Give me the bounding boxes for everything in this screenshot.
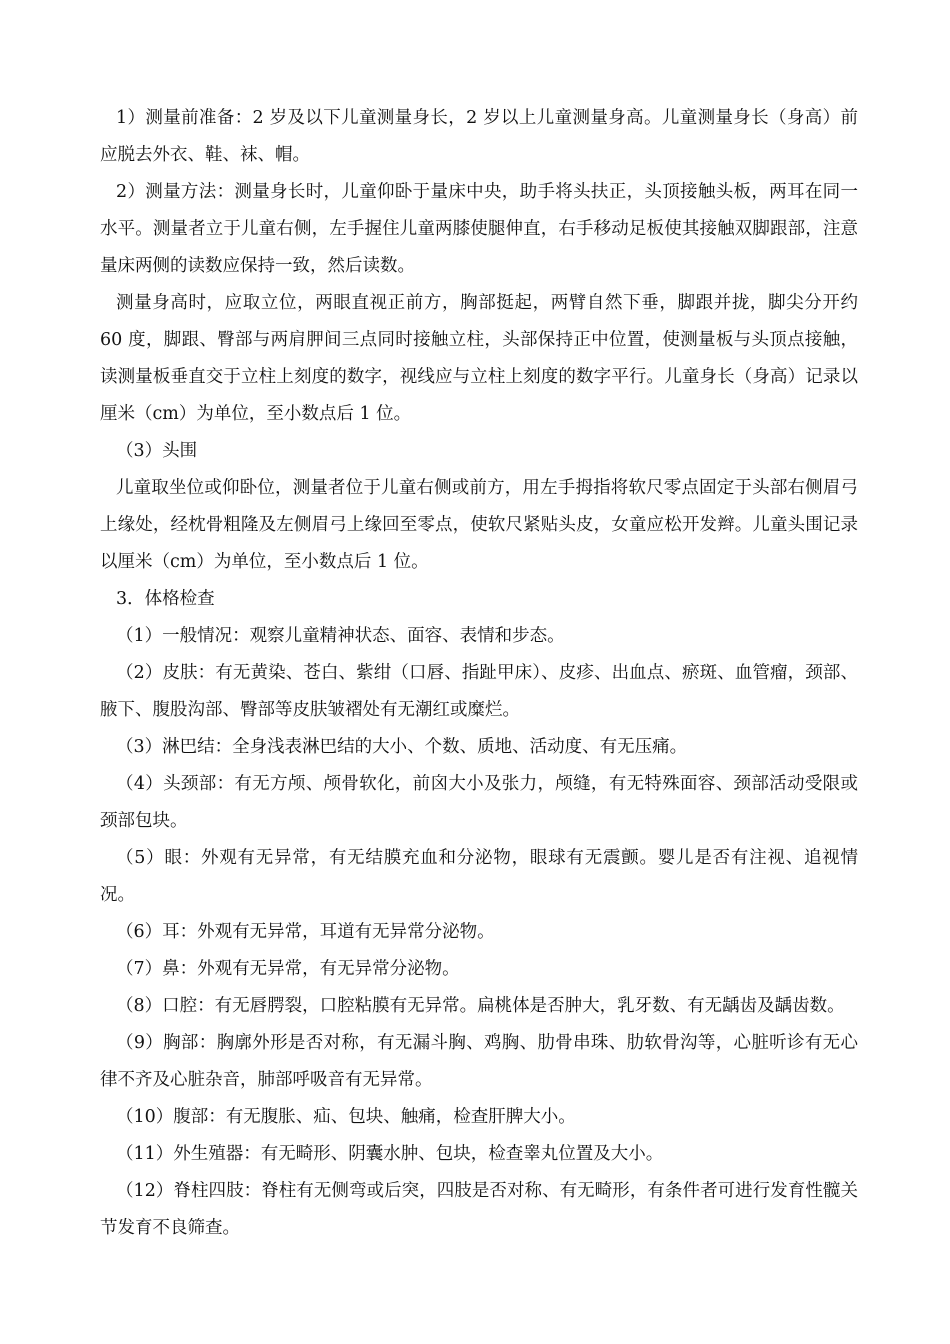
paragraph-measure-prep: 1）测量前准备：2 岁及以下儿童测量身长，2 岁以上儿童测量身高。儿童测量身长（身高）前应脱去外衣、鞋、袜、帽。 <box>100 108 858 165</box>
paragraph-head-circumference: 儿童取坐位或仰卧位，测量者位于儿童右侧或前方，用左手拇指将软尺零点固定于头部右侧眉弓上缘处，经枕骨粗隆及左侧眉弓上缘回至零点，使软尺紧贴头皮，女童应松开发辫。儿童头围记录以厘米（cm）为单位，至小数点后 1 位。 <box>100 478 858 572</box>
exam-item-nose: （7）鼻：外观有无异常，有无异常分泌物。 <box>116 959 460 979</box>
exam-item-ears: （6）耳：外观有无异常，耳道有无异常分泌物。 <box>116 922 495 942</box>
exam-item-chest: （9）胸部：胸廓外形是否对称，有无漏斗胸、鸡胸、肋骨串珠、肋软骨沟等，心脏听诊有无心律不齐及心脏杂音，肺部呼吸音有无异常。 <box>100 1033 858 1090</box>
heading-physical-exam: 3．体格检查 <box>116 589 215 609</box>
exam-item-mouth: （8）口腔：有无唇腭裂，口腔粘膜有无异常。扁桃体是否肿大，乳牙数、有无龋齿及龋齿数。 <box>116 996 845 1016</box>
paragraph-measure-method: 2）测量方法：测量身长时，儿童仰卧于量床中央，助手将头扶正，头顶接触头板，两耳在同一水平。测量者立于儿童右侧，左手握住儿童两膝使腿伸直，右手移动足板使其接触双脚跟部，注意量床两侧的读数应保持一致，然后读数。 <box>100 182 858 276</box>
exam-item-abdomen: （10）腹部：有无腹胀、疝、包块、触痛，检查肝脾大小。 <box>116 1107 576 1127</box>
exam-item-skin: （2）皮肤：有无黄染、苍白、紫绀（口唇、指趾甲床）、皮疹、出血点、瘀斑、血管瘤，颈部、腋下、腹股沟部、臀部等皮肤皱褶处有无潮红或糜烂。 <box>100 663 858 720</box>
exam-item-general: （1）一般情况：观察儿童精神状态、面容、表情和步态。 <box>116 626 565 646</box>
exam-item-genitals: （11）外生殖器：有无畸形、阴囊水肿、包块，检查睾丸位置及大小。 <box>116 1144 664 1164</box>
paragraph-height-measure: 测量身高时，应取立位，两眼直视正前方，胸部挺起，两臂自然下垂，脚跟并拢，脚尖分开约 60 度，脚跟、臀部与两肩胛间三点同时接触立柱，头部保持正中位置，使测量板与头顶点接触，读测量板垂直交于立柱上刻度的数字，视线应与立柱上刻度的数字平行。儿童身长（身高）记录以厘米（cm）为单位，至小数点后 1 位。 <box>100 293 858 424</box>
exam-item-spine-limbs: （12）脊柱四肢：脊柱有无侧弯或后突，四肢是否对称、有无畸形，有条件者可进行发育性髋关节发育不良筛查。 <box>100 1181 858 1238</box>
exam-item-head-neck: （4）头颈部：有无方颅、颅骨软化，前囟大小及张力，颅缝，有无特殊面容、颈部活动受限或颈部包块。 <box>100 774 858 831</box>
exam-item-eyes: （5）眼：外观有无异常，有无结膜充血和分泌物，眼球有无震颤。婴儿是否有注视、追视情况。 <box>100 848 858 905</box>
document-page <box>100 100 858 1247</box>
heading-head-circumference: （3）头围 <box>116 441 198 461</box>
exam-item-lymph-nodes: （3）淋巴结：全身浅表淋巴结的大小、个数、质地、活动度、有无压痛。 <box>116 737 688 757</box>
